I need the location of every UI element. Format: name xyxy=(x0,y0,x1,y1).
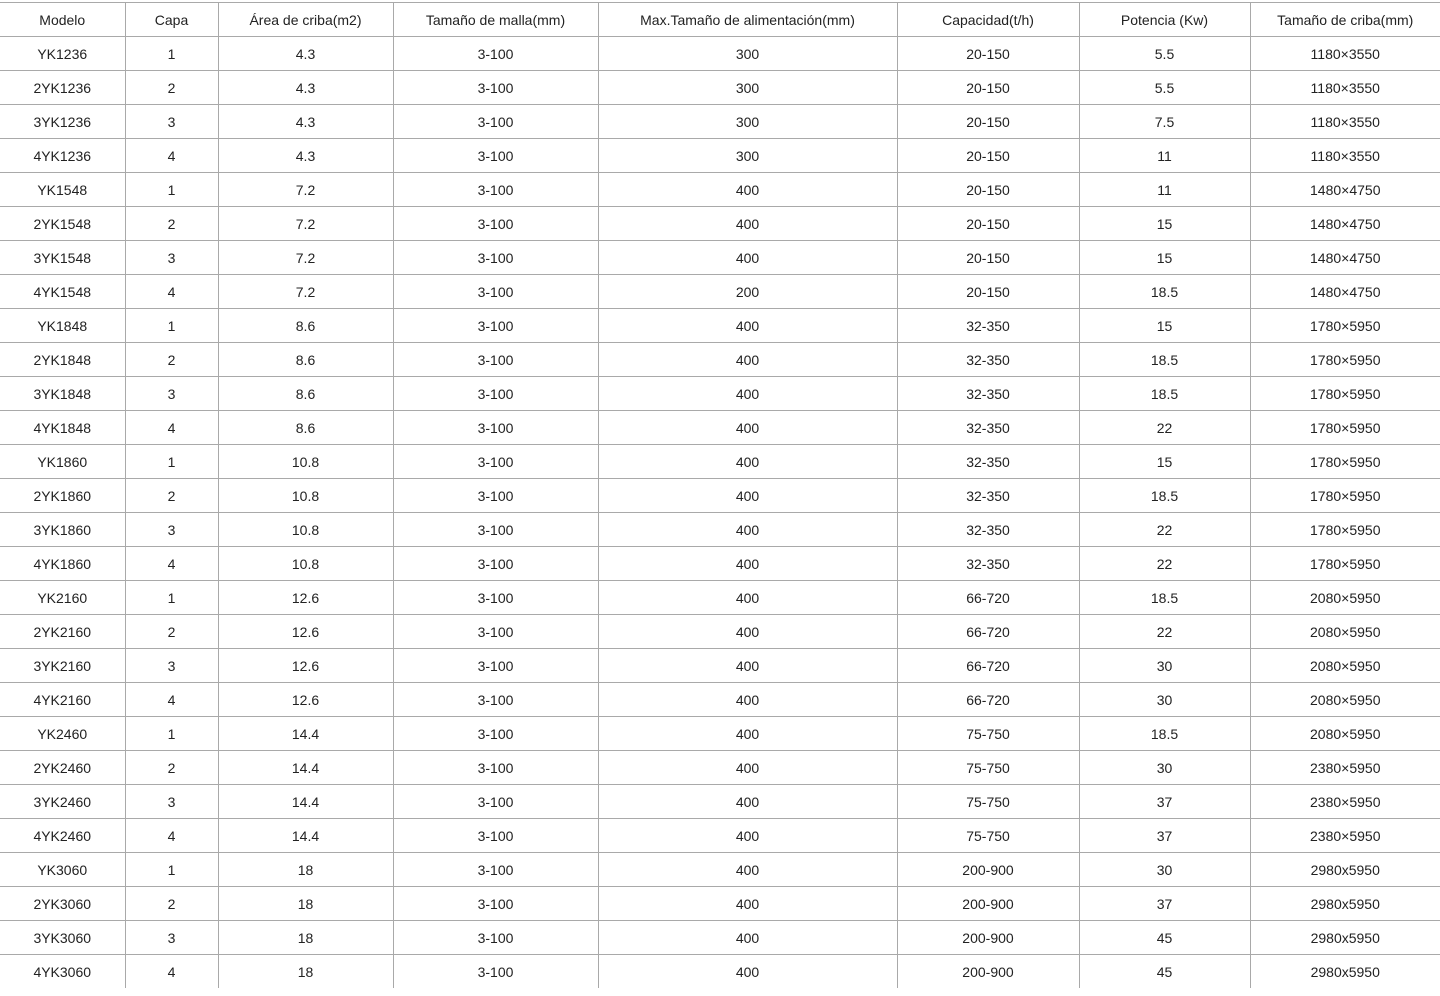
cell-capa: 3 xyxy=(125,785,218,819)
cell-capa: 2 xyxy=(125,479,218,513)
table-row xyxy=(0,819,1440,853)
cell-capacidad: 32-350 xyxy=(897,513,1079,547)
cell-capa: 4 xyxy=(125,819,218,853)
cell-tamano-criba: 1780×5950 xyxy=(1250,547,1440,581)
cell-tamano-malla: 3-100 xyxy=(393,445,598,479)
cell-modelo: YK1236 xyxy=(0,37,125,71)
header-area-criba: Área de criba(m2) xyxy=(218,3,393,37)
cell-max-alimentacion: 400 xyxy=(598,819,897,853)
cell-max-alimentacion: 400 xyxy=(598,785,897,819)
cell-max-alimentacion: 400 xyxy=(598,649,897,683)
cell-modelo: 2YK1236 xyxy=(0,71,125,105)
cell-capa: 2 xyxy=(125,887,218,921)
cell-potencia: 18.5 xyxy=(1079,377,1250,411)
cell-tamano-criba: 1780×5950 xyxy=(1250,479,1440,513)
cell-potencia: 15 xyxy=(1079,309,1250,343)
cell-max-alimentacion: 400 xyxy=(598,513,897,547)
cell-max-alimentacion: 300 xyxy=(598,37,897,71)
cell-tamano-criba: 1480×4750 xyxy=(1250,207,1440,241)
cell-modelo: 3YK2160 xyxy=(0,649,125,683)
cell-area-criba: 8.6 xyxy=(218,411,393,445)
cell-capacidad: 32-350 xyxy=(897,479,1079,513)
cell-potencia: 11 xyxy=(1079,139,1250,173)
table-row xyxy=(0,275,1440,309)
cell-potencia: 37 xyxy=(1079,785,1250,819)
cell-area-criba: 8.6 xyxy=(218,309,393,343)
cell-tamano-criba: 2980x5950 xyxy=(1250,955,1440,989)
cell-potencia: 30 xyxy=(1079,751,1250,785)
cell-max-alimentacion: 400 xyxy=(598,343,897,377)
cell-capa: 3 xyxy=(125,649,218,683)
cell-capa: 1 xyxy=(125,173,218,207)
table-row xyxy=(0,207,1440,241)
cell-modelo: 3YK1236 xyxy=(0,105,125,139)
cell-tamano-malla: 3-100 xyxy=(393,955,598,989)
cell-capacidad: 20-150 xyxy=(897,241,1079,275)
cell-modelo: 4YK3060 xyxy=(0,955,125,989)
cell-area-criba: 8.6 xyxy=(218,377,393,411)
cell-area-criba: 7.2 xyxy=(218,275,393,309)
cell-capacidad: 32-350 xyxy=(897,547,1079,581)
cell-max-alimentacion: 400 xyxy=(598,717,897,751)
cell-max-alimentacion: 400 xyxy=(598,615,897,649)
cell-capacidad: 20-150 xyxy=(897,207,1079,241)
cell-tamano-criba: 2380×5950 xyxy=(1250,751,1440,785)
table-body xyxy=(0,37,1440,989)
cell-area-criba: 12.6 xyxy=(218,683,393,717)
cell-area-criba: 10.8 xyxy=(218,513,393,547)
cell-tamano-malla: 3-100 xyxy=(393,887,598,921)
table-row xyxy=(0,377,1440,411)
cell-max-alimentacion: 400 xyxy=(598,921,897,955)
cell-tamano-malla: 3-100 xyxy=(393,785,598,819)
header-capacidad: Capacidad(t/h) xyxy=(897,3,1079,37)
cell-max-alimentacion: 400 xyxy=(598,683,897,717)
cell-capacidad: 20-150 xyxy=(897,105,1079,139)
cell-capa: 4 xyxy=(125,411,218,445)
cell-max-alimentacion: 400 xyxy=(598,309,897,343)
cell-capa: 4 xyxy=(125,547,218,581)
cell-tamano-criba: 2080×5950 xyxy=(1250,581,1440,615)
cell-capacidad: 75-750 xyxy=(897,819,1079,853)
cell-tamano-malla: 3-100 xyxy=(393,241,598,275)
cell-potencia: 15 xyxy=(1079,445,1250,479)
cell-capacidad: 200-900 xyxy=(897,921,1079,955)
header-max-tamano-alimentacion: Max.Tamaño de alimentación(mm) xyxy=(598,3,897,37)
cell-max-alimentacion: 400 xyxy=(598,751,897,785)
cell-area-criba: 10.8 xyxy=(218,445,393,479)
cell-tamano-malla: 3-100 xyxy=(393,105,598,139)
table-row xyxy=(0,139,1440,173)
table-row xyxy=(0,105,1440,139)
cell-tamano-malla: 3-100 xyxy=(393,207,598,241)
cell-area-criba: 18 xyxy=(218,887,393,921)
cell-area-criba: 4.3 xyxy=(218,37,393,71)
cell-modelo: YK1548 xyxy=(0,173,125,207)
header-capa: Capa xyxy=(125,3,218,37)
cell-area-criba: 4.3 xyxy=(218,139,393,173)
cell-area-criba: 10.8 xyxy=(218,479,393,513)
cell-max-alimentacion: 400 xyxy=(598,581,897,615)
cell-potencia: 11 xyxy=(1079,173,1250,207)
table-row xyxy=(0,37,1440,71)
cell-tamano-criba: 2380×5950 xyxy=(1250,819,1440,853)
cell-area-criba: 7.2 xyxy=(218,173,393,207)
table-row xyxy=(0,683,1440,717)
cell-area-criba: 14.4 xyxy=(218,751,393,785)
cell-capa: 4 xyxy=(125,955,218,989)
cell-tamano-criba: 1180×3550 xyxy=(1250,105,1440,139)
cell-tamano-malla: 3-100 xyxy=(393,71,598,105)
cell-potencia: 18.5 xyxy=(1079,479,1250,513)
cell-tamano-malla: 3-100 xyxy=(393,547,598,581)
cell-area-criba: 14.4 xyxy=(218,717,393,751)
cell-capacidad: 20-150 xyxy=(897,37,1079,71)
cell-capa: 1 xyxy=(125,853,218,887)
table-row xyxy=(0,581,1440,615)
cell-tamano-malla: 3-100 xyxy=(393,479,598,513)
cell-potencia: 22 xyxy=(1079,615,1250,649)
cell-capacidad: 75-750 xyxy=(897,717,1079,751)
cell-modelo: YK3060 xyxy=(0,853,125,887)
table-row xyxy=(0,955,1440,989)
cell-area-criba: 8.6 xyxy=(218,343,393,377)
cell-capa: 3 xyxy=(125,105,218,139)
cell-area-criba: 10.8 xyxy=(218,547,393,581)
table-row xyxy=(0,615,1440,649)
cell-max-alimentacion: 400 xyxy=(598,173,897,207)
cell-capacidad: 66-720 xyxy=(897,649,1079,683)
cell-tamano-criba: 1180×3550 xyxy=(1250,71,1440,105)
cell-max-alimentacion: 300 xyxy=(598,71,897,105)
cell-modelo: 2YK3060 xyxy=(0,887,125,921)
cell-capa: 2 xyxy=(125,615,218,649)
cell-capacidad: 66-720 xyxy=(897,615,1079,649)
cell-tamano-criba: 1180×3550 xyxy=(1250,139,1440,173)
table-row xyxy=(0,853,1440,887)
cell-tamano-criba: 2080×5950 xyxy=(1250,615,1440,649)
table-row xyxy=(0,751,1440,785)
table-row xyxy=(0,479,1440,513)
cell-capacidad: 20-150 xyxy=(897,139,1079,173)
cell-capacidad: 20-150 xyxy=(897,71,1079,105)
cell-modelo: 2YK1548 xyxy=(0,207,125,241)
cell-tamano-malla: 3-100 xyxy=(393,921,598,955)
cell-potencia: 5.5 xyxy=(1079,37,1250,71)
cell-tamano-criba: 1780×5950 xyxy=(1250,343,1440,377)
header-tamano-criba: Tamaño de criba(mm) xyxy=(1250,3,1440,37)
cell-potencia: 18.5 xyxy=(1079,343,1250,377)
cell-max-alimentacion: 200 xyxy=(598,275,897,309)
cell-modelo: 3YK1548 xyxy=(0,241,125,275)
cell-capacidad: 200-900 xyxy=(897,955,1079,989)
cell-capa: 1 xyxy=(125,309,218,343)
cell-tamano-criba: 2980x5950 xyxy=(1250,887,1440,921)
table-row xyxy=(0,717,1440,751)
cell-potencia: 30 xyxy=(1079,683,1250,717)
cell-tamano-malla: 3-100 xyxy=(393,853,598,887)
cell-modelo: 3YK2460 xyxy=(0,785,125,819)
cell-tamano-malla: 3-100 xyxy=(393,309,598,343)
cell-capacidad: 66-720 xyxy=(897,581,1079,615)
cell-tamano-criba: 1480×4750 xyxy=(1250,173,1440,207)
cell-modelo: 3YK1848 xyxy=(0,377,125,411)
cell-capa: 3 xyxy=(125,377,218,411)
cell-tamano-criba: 1780×5950 xyxy=(1250,513,1440,547)
cell-tamano-malla: 3-100 xyxy=(393,717,598,751)
cell-potencia: 7.5 xyxy=(1079,105,1250,139)
cell-modelo: 2YK1860 xyxy=(0,479,125,513)
cell-potencia: 30 xyxy=(1079,649,1250,683)
cell-potencia: 15 xyxy=(1079,207,1250,241)
cell-tamano-criba: 2980x5950 xyxy=(1250,921,1440,955)
cell-capacidad: 32-350 xyxy=(897,445,1079,479)
table-row xyxy=(0,649,1440,683)
cell-capacidad: 20-150 xyxy=(897,173,1079,207)
cell-capa: 1 xyxy=(125,37,218,71)
header-potencia: Potencia (Kw) xyxy=(1079,3,1250,37)
table-row xyxy=(0,173,1440,207)
cell-area-criba: 12.6 xyxy=(218,615,393,649)
cell-capa: 3 xyxy=(125,241,218,275)
cell-modelo: 4YK1548 xyxy=(0,275,125,309)
cell-tamano-malla: 3-100 xyxy=(393,377,598,411)
cell-tamano-criba: 2080×5950 xyxy=(1250,649,1440,683)
cell-area-criba: 7.2 xyxy=(218,241,393,275)
cell-potencia: 45 xyxy=(1079,921,1250,955)
cell-modelo: 3YK3060 xyxy=(0,921,125,955)
cell-potencia: 22 xyxy=(1079,547,1250,581)
cell-tamano-criba: 1180×3550 xyxy=(1250,37,1440,71)
cell-tamano-malla: 3-100 xyxy=(393,683,598,717)
cell-capa: 1 xyxy=(125,581,218,615)
cell-capa: 4 xyxy=(125,139,218,173)
cell-tamano-criba: 1780×5950 xyxy=(1250,377,1440,411)
cell-capacidad: 66-720 xyxy=(897,683,1079,717)
cell-capacidad: 20-150 xyxy=(897,275,1079,309)
cell-potencia: 18.5 xyxy=(1079,275,1250,309)
cell-potencia: 15 xyxy=(1079,241,1250,275)
cell-max-alimentacion: 400 xyxy=(598,241,897,275)
cell-potencia: 18.5 xyxy=(1079,581,1250,615)
table-row xyxy=(0,343,1440,377)
cell-modelo: 4YK1860 xyxy=(0,547,125,581)
cell-modelo: 2YK2460 xyxy=(0,751,125,785)
cell-capa: 4 xyxy=(125,683,218,717)
cell-tamano-criba: 1780×5950 xyxy=(1250,445,1440,479)
table-row xyxy=(0,445,1440,479)
cell-tamano-criba: 1480×4750 xyxy=(1250,241,1440,275)
cell-modelo: 4YK1236 xyxy=(0,139,125,173)
cell-capacidad: 32-350 xyxy=(897,343,1079,377)
cell-max-alimentacion: 400 xyxy=(598,547,897,581)
cell-tamano-malla: 3-100 xyxy=(393,37,598,71)
cell-tamano-malla: 3-100 xyxy=(393,139,598,173)
cell-tamano-malla: 3-100 xyxy=(393,275,598,309)
cell-area-criba: 7.2 xyxy=(218,207,393,241)
cell-modelo: 2YK1848 xyxy=(0,343,125,377)
cell-tamano-malla: 3-100 xyxy=(393,343,598,377)
cell-capacidad: 75-750 xyxy=(897,751,1079,785)
cell-max-alimentacion: 300 xyxy=(598,105,897,139)
table-row xyxy=(0,513,1440,547)
cell-capa: 1 xyxy=(125,445,218,479)
cell-max-alimentacion: 400 xyxy=(598,479,897,513)
cell-area-criba: 12.6 xyxy=(218,649,393,683)
cell-capacidad: 32-350 xyxy=(897,411,1079,445)
cell-area-criba: 4.3 xyxy=(218,71,393,105)
cell-capacidad: 32-350 xyxy=(897,309,1079,343)
cell-tamano-criba: 2080×5950 xyxy=(1250,717,1440,751)
cell-modelo: 4YK2160 xyxy=(0,683,125,717)
cell-tamano-malla: 3-100 xyxy=(393,581,598,615)
cell-capa: 1 xyxy=(125,717,218,751)
cell-max-alimentacion: 400 xyxy=(598,853,897,887)
cell-capa: 2 xyxy=(125,751,218,785)
cell-capacidad: 200-900 xyxy=(897,887,1079,921)
cell-capa: 3 xyxy=(125,513,218,547)
cell-tamano-malla: 3-100 xyxy=(393,173,598,207)
cell-modelo: YK1860 xyxy=(0,445,125,479)
cell-area-criba: 18 xyxy=(218,853,393,887)
cell-tamano-criba: 1780×5950 xyxy=(1250,411,1440,445)
cell-capa: 3 xyxy=(125,921,218,955)
cell-modelo: 4YK1848 xyxy=(0,411,125,445)
header-tamano-malla: Tamaño de malla(mm) xyxy=(393,3,598,37)
table-row xyxy=(0,921,1440,955)
cell-potencia: 5.5 xyxy=(1079,71,1250,105)
cell-area-criba: 14.4 xyxy=(218,819,393,853)
cell-area-criba: 18 xyxy=(218,955,393,989)
cell-tamano-criba: 1480×4750 xyxy=(1250,275,1440,309)
cell-capa: 4 xyxy=(125,275,218,309)
specifications-table xyxy=(0,2,1440,988)
cell-tamano-malla: 3-100 xyxy=(393,751,598,785)
cell-area-criba: 4.3 xyxy=(218,105,393,139)
cell-potencia: 18.5 xyxy=(1079,717,1250,751)
table-header xyxy=(0,3,1440,37)
cell-potencia: 30 xyxy=(1079,853,1250,887)
table-row xyxy=(0,785,1440,819)
cell-area-criba: 12.6 xyxy=(218,581,393,615)
cell-capa: 2 xyxy=(125,71,218,105)
table-row xyxy=(0,241,1440,275)
cell-modelo: YK2160 xyxy=(0,581,125,615)
cell-max-alimentacion: 300 xyxy=(598,139,897,173)
cell-tamano-criba: 1780×5950 xyxy=(1250,309,1440,343)
cell-max-alimentacion: 400 xyxy=(598,207,897,241)
cell-potencia: 37 xyxy=(1079,819,1250,853)
cell-max-alimentacion: 400 xyxy=(598,377,897,411)
cell-modelo: 2YK2160 xyxy=(0,615,125,649)
table-row xyxy=(0,547,1440,581)
cell-capa: 2 xyxy=(125,207,218,241)
cell-modelo: YK2460 xyxy=(0,717,125,751)
cell-tamano-criba: 2080×5950 xyxy=(1250,683,1440,717)
cell-potencia: 45 xyxy=(1079,955,1250,989)
cell-modelo: 4YK2460 xyxy=(0,819,125,853)
table-row xyxy=(0,887,1440,921)
cell-potencia: 22 xyxy=(1079,411,1250,445)
cell-max-alimentacion: 400 xyxy=(598,445,897,479)
cell-modelo: YK1848 xyxy=(0,309,125,343)
cell-tamano-criba: 2980x5950 xyxy=(1250,853,1440,887)
cell-tamano-malla: 3-100 xyxy=(393,615,598,649)
table-row xyxy=(0,71,1440,105)
cell-tamano-malla: 3-100 xyxy=(393,819,598,853)
cell-potencia: 22 xyxy=(1079,513,1250,547)
cell-capacidad: 32-350 xyxy=(897,377,1079,411)
cell-tamano-malla: 3-100 xyxy=(393,513,598,547)
cell-modelo: 3YK1860 xyxy=(0,513,125,547)
cell-tamano-criba: 2380×5950 xyxy=(1250,785,1440,819)
cell-tamano-malla: 3-100 xyxy=(393,411,598,445)
table-row xyxy=(0,309,1440,343)
cell-tamano-malla: 3-100 xyxy=(393,649,598,683)
cell-area-criba: 14.4 xyxy=(218,785,393,819)
cell-area-criba: 18 xyxy=(218,921,393,955)
cell-max-alimentacion: 400 xyxy=(598,887,897,921)
cell-potencia: 37 xyxy=(1079,887,1250,921)
cell-capacidad: 75-750 xyxy=(897,785,1079,819)
header-modelo: Modelo xyxy=(0,3,125,37)
cell-max-alimentacion: 400 xyxy=(598,411,897,445)
header-row xyxy=(0,3,1440,37)
table-row xyxy=(0,411,1440,445)
cell-capacidad: 200-900 xyxy=(897,853,1079,887)
cell-max-alimentacion: 400 xyxy=(598,955,897,989)
cell-capa: 2 xyxy=(125,343,218,377)
